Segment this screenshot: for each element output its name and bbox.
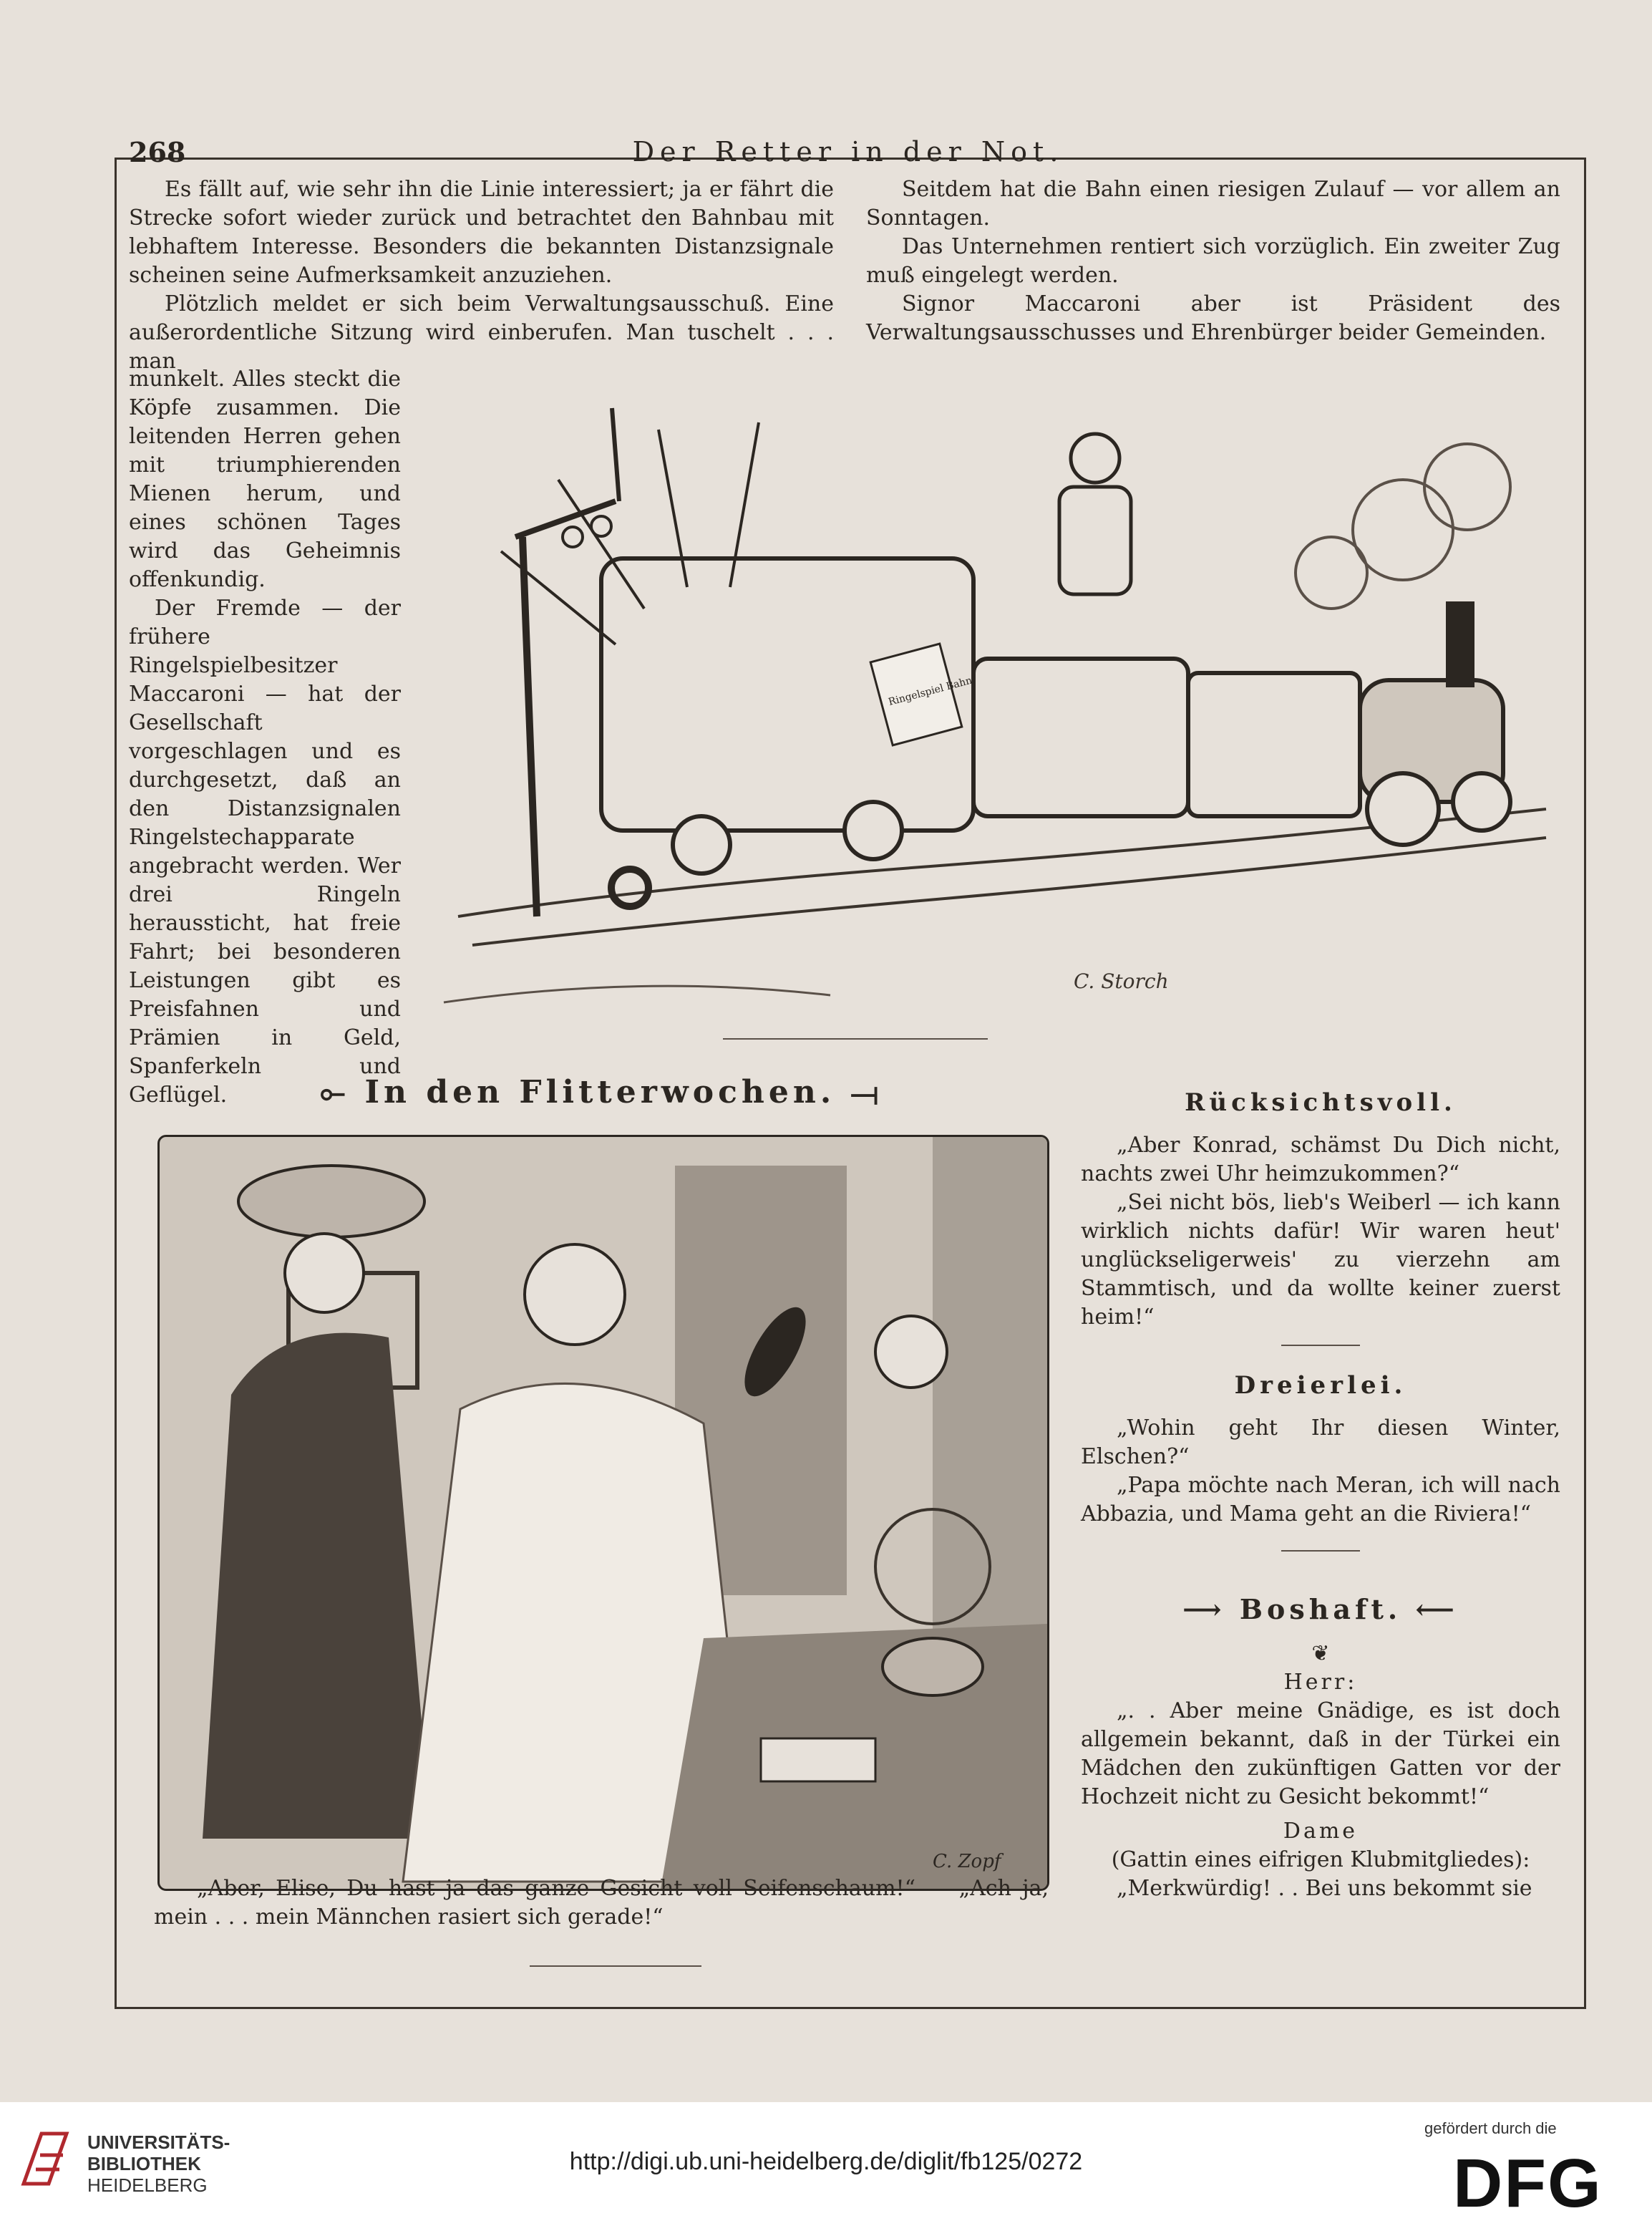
honeymoon-illustration <box>157 1135 1049 1891</box>
page-header <box>129 136 1568 172</box>
divider <box>1281 1345 1360 1346</box>
divider <box>723 1038 988 1040</box>
flitter-caption: „Aber, Elise, Du hast ja das ganze Gesicht voll Seifenschaum!“ — „Ach ja, mein . . . mein Männchen rasiert sich gerade!“ <box>154 1876 1049 1930</box>
article-left-top <box>129 175 834 376</box>
dreierlei-title: Dreierlei. <box>1234 1371 1407 1400</box>
speaker-note: (Gattin eines eifrigen Klubmitgliedes): <box>1111 1847 1530 1872</box>
running-title: Der Retter in der Not. <box>632 136 1064 168</box>
ornament-right: ⟵ <box>1401 1593 1459 1625</box>
paragraph: Es fällt auf, wie sehr ihn die Linie interessiert; ja er fährt die Strecke sofort wieder zurück und betrachtet den Bahnbau mit lebhaftem Interesse. Besonders die bekannten Distanzsignale scheinen seine Aufmerksamkeit anzuziehen. <box>129 177 834 288</box>
room-signature: C. Zopf <box>933 1851 1001 1872</box>
source-url[interactable]: http://digi.ub.uni-heidelberg.de/diglit/fb125/0272 <box>569 2148 1083 2175</box>
dreierlei-text: „Wohin geht Ihr diesen Winter, Elschen?“ „Papa möchte nach Meran, ich will nach Abbazia, und Mama geht an die Riviera!“ <box>1081 1415 1560 1526</box>
paragraph: Plötzlich meldet er sich beim Verwaltungsausschuß. Eine außerordentliche Sitzung wird einberufen. Man tuschelt . . . man <box>129 291 834 374</box>
divider <box>530 1965 701 1967</box>
boshaft-text: ❦ Herr: „. . Aber meine Gnädige, es ist doch allgemein bekannt, daß in der Türkei ein Mädchen den zukünftigen Gatten vor der Hochzeit nicht zu Gesicht bekommt!“ Dame (Gattin eines eifrigen Klubmitgliedes): „Merkwürdig! . . Bei uns bekommt sie <box>1081 1641 1560 1901</box>
carriage-sign: Ringelspiel Bahn <box>887 674 973 709</box>
page-number: 268 <box>129 136 186 168</box>
paragraph: munkelt. Alles steckt die Köpfe zusammen. Die leitenden Herren gehen mit triumphierenden Mienen herum, und eines schönen Tages wird das Geheimnis offenkundig. <box>129 367 401 592</box>
library-name: UNIVERSITÄTS- BIBLIOTHEK HEIDELBERG <box>87 2131 230 2196</box>
funding-note: gefördert durch die <box>1424 2119 1557 2137</box>
speaker: Dame <box>1283 1819 1359 1844</box>
rueck-title: Rücksichtsvoll. <box>1185 1088 1457 1117</box>
boshaft-title: ⟶ Boshaft. ⟵ <box>1182 1593 1459 1625</box>
ornament-left: ⟶ <box>1182 1593 1240 1625</box>
article-left-narrow <box>129 365 401 1110</box>
paragraph: Signor Maccaroni aber ist Präsident des Verwaltungsausschusses und Ehrenbürger beider Gemeinden. <box>866 291 1560 345</box>
ornament: ❦ <box>1311 1641 1330 1666</box>
divider <box>1281 1550 1360 1552</box>
dfg-logo: DFG <box>1453 2145 1603 2222</box>
ornament-right: ⟞ <box>835 1074 883 1110</box>
speaker: Herr: <box>1283 1670 1358 1695</box>
paragraph: Das Unternehmen rentiert sich vorzüglich. Ein zweiter Zug muß eingelegt werden. <box>866 234 1560 288</box>
train-signature: C. Storch <box>1074 969 1169 993</box>
rueck-text: „Aber Konrad, schämst Du Dich nicht, nachts zwei Uhr heimzukommen?“ „Sei nicht bös, lieb's Weiberl — ich kann wirklich nichts dafür! Wir waren heut' unglückseligerweis' zu vierzehn am Stammtisch, und da wollte keiner zuerst heim!“ <box>1081 1133 1560 1330</box>
flitter-title: ⟜ In den Flitterwochen. ⟞ <box>319 1074 883 1110</box>
paragraph: Seitdem hat die Bahn einen riesigen Zulauf — vor allem an Sonntagen. <box>866 177 1560 231</box>
article-right-top <box>866 175 1560 347</box>
train-illustration <box>429 372 1560 1017</box>
ornament-left: ⟜ <box>319 1074 365 1110</box>
paragraph: Der Fremde — der frühere Ringelspielbesitzer Maccaroni — hat der Gesellschaft vorgeschlagen und es durchgesetzt, daß an den Distanzsignalen Ringelstechapparate angebracht werden. Wer drei Ringeln heraussticht, hat freie Fahrt; bei besonderen Leistungen gibt es Preisfahnen und Prämien in Geld, Spanferkeln und Geflügel. <box>129 596 401 1108</box>
